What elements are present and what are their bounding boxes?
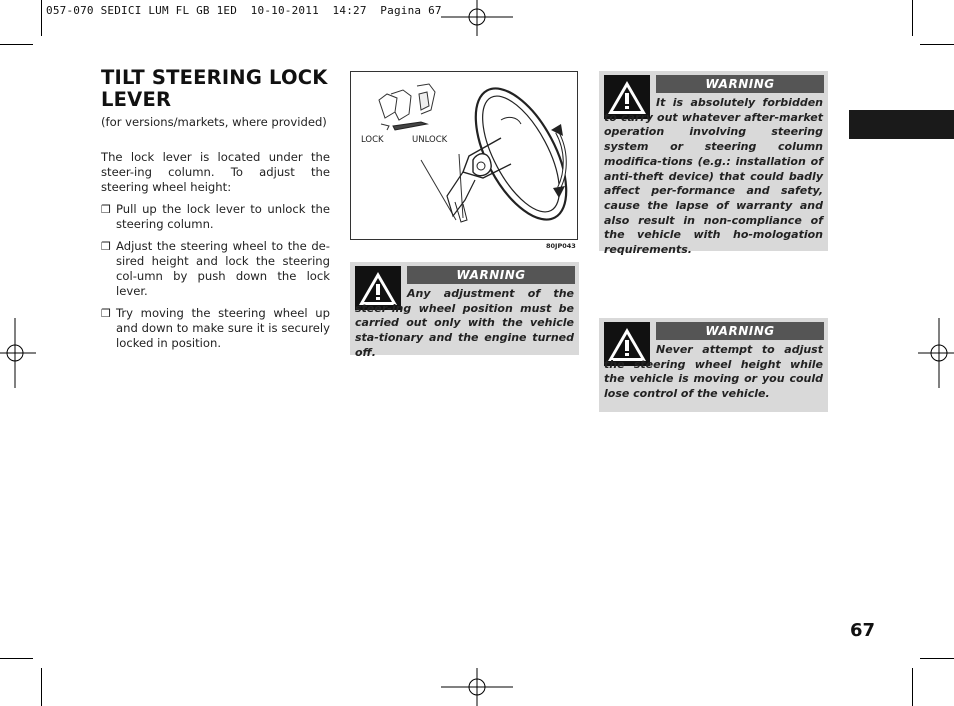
warning-heading: WARNING <box>656 75 824 93</box>
crop-mark-bottom-left-h <box>0 658 33 659</box>
registration-line-top-v <box>476 0 478 36</box>
list-item-text: Try moving the steering wheel up and down to make sure it is securely locked in position. <box>116 306 330 350</box>
figure-code: 80JP043 <box>546 242 576 250</box>
warning-text: Never attempt to adjust the steering wheel height while the vehicle is moving or you could lose control of the vehicle. <box>604 343 823 401</box>
steering-lever-figure <box>350 71 578 240</box>
warning-text: Any adjustment of the steer-ing wheel position must be carried out only with the vehicle sta-tionary and the engine turned off. <box>355 287 574 359</box>
steering-wheel-illustration <box>351 72 577 239</box>
instruction-list <box>101 202 330 358</box>
figure-label-lock: LOCK <box>361 135 384 145</box>
list-item-text: Adjust the steering wheel to the de-sired height and lock the steering col-umn by push down the lock lever. <box>116 239 330 298</box>
list-item <box>101 239 330 299</box>
warning-heading: WARNING <box>407 266 575 284</box>
registration-line-right-h <box>918 352 954 354</box>
section-tab <box>849 110 954 139</box>
registration-line-left-h <box>0 352 36 354</box>
crop-mark-bottom-left-v <box>41 668 42 706</box>
registration-line-bottom-v <box>476 668 478 706</box>
bullet-box-icon: ❒ <box>101 307 111 320</box>
warning-box <box>350 262 579 359</box>
crop-mark-top-left-v <box>41 0 42 36</box>
crop-mark-top-left-h <box>0 44 33 45</box>
list-item-text: Pull up the lock lever to unlock the steering column. <box>116 202 330 231</box>
page-number: 67 <box>850 620 876 641</box>
warning-heading: WARNING <box>656 322 824 340</box>
bullet-box-icon: ❒ <box>101 240 111 253</box>
section-subtitle: (for versions/markets, where provided) <box>101 115 327 129</box>
crop-mark-top-right-h <box>920 44 954 45</box>
warning-box <box>599 71 828 257</box>
warning-box <box>599 318 828 412</box>
figure-label-unlock: UNLOCK <box>412 135 448 145</box>
list-item <box>101 202 330 232</box>
list-item <box>101 306 330 351</box>
crop-mark-top-right-v <box>912 0 913 36</box>
section-title: TILT STEERING LOCK LEVER <box>101 66 328 111</box>
crop-mark-bottom-right-v <box>912 668 913 706</box>
print-slug: 057-070 SEDICI LUM FL GB 1ED 10-10-2011 14:27 Pagina 67 <box>46 4 442 17</box>
intro-paragraph: The lock lever is located under the steer-ing column. To adjust the steering wheel height: <box>101 150 330 194</box>
bullet-box-icon: ❒ <box>101 203 111 216</box>
crop-mark-bottom-right-h <box>920 658 954 659</box>
warning-text: It is absolutely forbidden to carry out whatever after-market operation involving steering system or steering column modifica-tions (e.g.: installation of anti-theft device) that could badly affect per-formance and safety, cause the lapse of warranty and also result in non-compliance of the vehicle with ho-mologation requirements. <box>604 96 823 257</box>
